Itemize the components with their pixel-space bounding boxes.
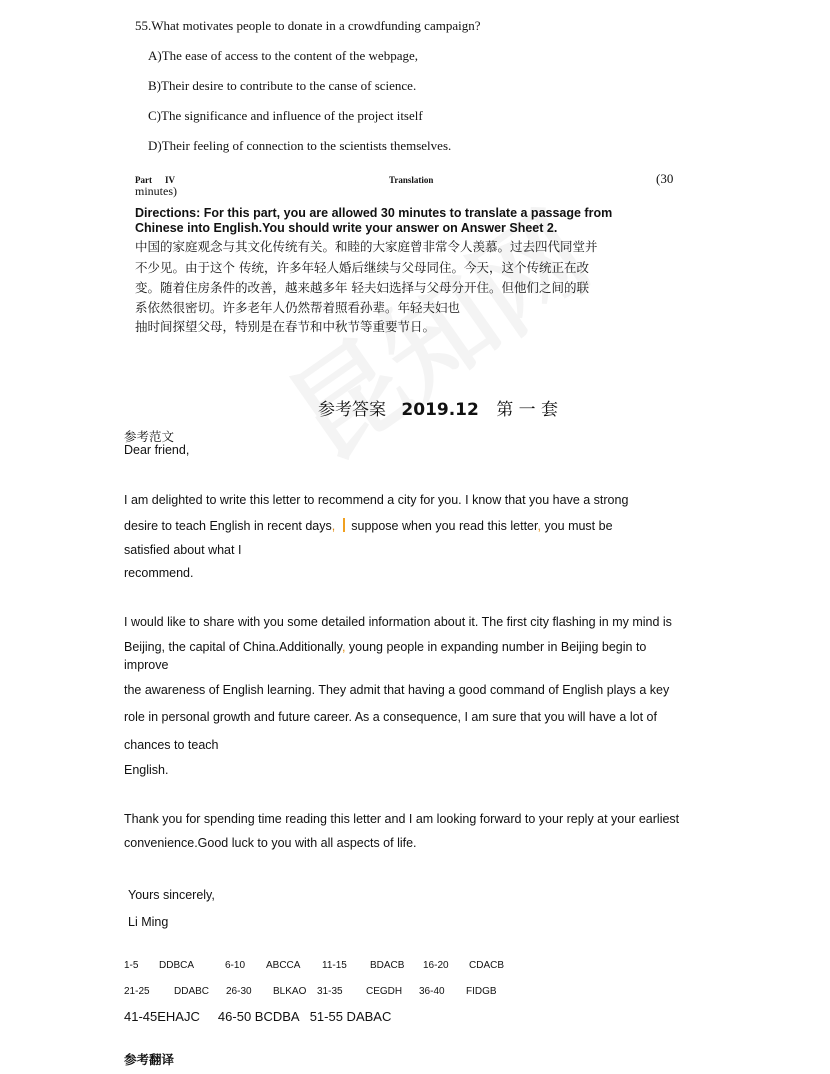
essay-p2-line-7: English. (124, 763, 169, 777)
directions-line-2: Chinese into English.You should write your answer on Answer Sheet 2. (135, 221, 558, 235)
essay-p3-line-1: Thank you for spending time reading this letter and I am looking forward to your reply at your earliest (124, 812, 680, 826)
question-text: 55.What motivates people to donate in a crowdfunding campaign? (135, 18, 481, 33)
answer-heading (318, 395, 558, 420)
answer-key-value: BDACB (370, 960, 405, 971)
answer-key-value: BLKAO (273, 986, 307, 997)
answer-key-value: DDBCA (159, 960, 195, 971)
answer-key-value: ABCCA (266, 960, 301, 971)
part-time-close: minutes) (135, 184, 177, 198)
answer-key-range: 31-35 (317, 986, 343, 997)
essay-salutation: Dear friend, (124, 443, 190, 457)
essay-p1-line-1: I am delighted to write this letter to recommend a city for you. I know that you have a strong (124, 493, 629, 507)
chinese-passage-line-4: 系依然很密切。许多老年人仍然帮着照看孙辈。年轻夫妇也 (135, 300, 461, 315)
text-cursor (343, 518, 345, 532)
answer-key-value: DDABC (174, 986, 210, 997)
answer-key-value: CDACB (469, 960, 505, 971)
chinese-passage-line-1: 中国的家庭观念与其文化传统有关。和睦的大家庭曾非常令人羡慕。过去四代同堂并 (135, 239, 598, 254)
essay-p2-line-6: chances to teach (124, 738, 219, 752)
answer-key-range: 1-5 (124, 960, 139, 971)
essay-p2-line-5: role in personal growth and future career. As a consequence, I am sure that you will have a lot of (124, 710, 657, 724)
part-time-open: (30 (656, 171, 674, 186)
answer-key-range: 21-25 (124, 986, 150, 997)
answer-key-range: 16-20 (423, 960, 449, 971)
essay-p1-line-2b: suppose when you read this letter (351, 519, 538, 533)
answer-key-value: CEGDH (366, 986, 403, 997)
essay-p2-line-2a: Beijing, the capital of China.Additionally (124, 640, 342, 654)
option-a: A)The ease of access to the content of the webpage, (148, 48, 418, 63)
essay-p1-line-3: satisfied about what I (124, 543, 242, 557)
answer-key-range: 36-40 (419, 986, 445, 997)
option-c: C)The significance and influence of the project itself (148, 108, 423, 123)
answer-heading-prefix: 参考答案 (318, 400, 386, 420)
essay-p2-line-3: improve (124, 658, 169, 672)
essay-p1-line-4: recommend. (124, 566, 194, 580)
answer-heading-suffix: 第 一 套 (496, 400, 559, 420)
chinese-passage-line-3: 变。随着住房条件的改善，越来越多年 轻夫妇选择与父母分开住。但他们之间的联 (135, 280, 589, 295)
essay-p2-line-4: the awareness of English learning. They admit that having a good command of English plays a key (124, 683, 670, 697)
part-number: IV (165, 175, 176, 185)
part-label: Part (135, 175, 152, 185)
translation-label: 参考翻译 (124, 1052, 175, 1067)
part-title: Translation (389, 175, 434, 185)
essay-closing: Yours sincerely, (128, 888, 215, 902)
essay-p1-line-2a: desire to teach English in recent days (124, 519, 332, 533)
option-b: B)Their desire to contribute to the canse of science. (148, 78, 417, 93)
essay-p1-line-2: desire to teach English in recent days, suppose when you read this letter, you must be (124, 519, 613, 533)
chinese-passage-line-5: 抽时间探望父母，特别是在春节和中秋节等重要节日。 (135, 319, 436, 334)
essay-signature: Li Ming (128, 915, 169, 929)
option-d: D)Their feeling of connection to the scientists themselves. (148, 138, 452, 153)
answer-key-row-3: 41-45EHAJC 46-50 BCDBA 51-55 DABAC (124, 1009, 392, 1024)
answer-heading-date: 2019.12 (401, 400, 479, 420)
essay-p2-line-1: I would like to share with you some detailed information about it. The first city flashing in my mind is (124, 615, 672, 629)
essay-label: 参考范文 (124, 429, 175, 444)
essay-p1-line-2c: you must be (544, 519, 613, 533)
directions-line-1: Directions: For this part, you are allowed 30 minutes to translate a passage from (135, 206, 613, 220)
answer-key-range: 6-10 (225, 960, 246, 971)
essay-p3-line-2: convenience.Good luck to you with all aspects of life. (124, 836, 417, 850)
essay-p2-line-2: Beijing, the capital of China.Additionally, young people in expanding number in Beijing begin to (124, 640, 647, 654)
answer-key-value: FIDGB (466, 986, 497, 997)
chinese-passage-line-2: 不少见。由于这个 传统，许多年轻人婚后继续与父母同住。今天，这个传统正在改 (135, 260, 589, 275)
essay-p2-line-2b: young people in expanding number in Beijing begin to (348, 640, 647, 654)
answer-key-range: 26-30 (226, 986, 252, 997)
answer-key-range: 11-15 (322, 960, 347, 971)
